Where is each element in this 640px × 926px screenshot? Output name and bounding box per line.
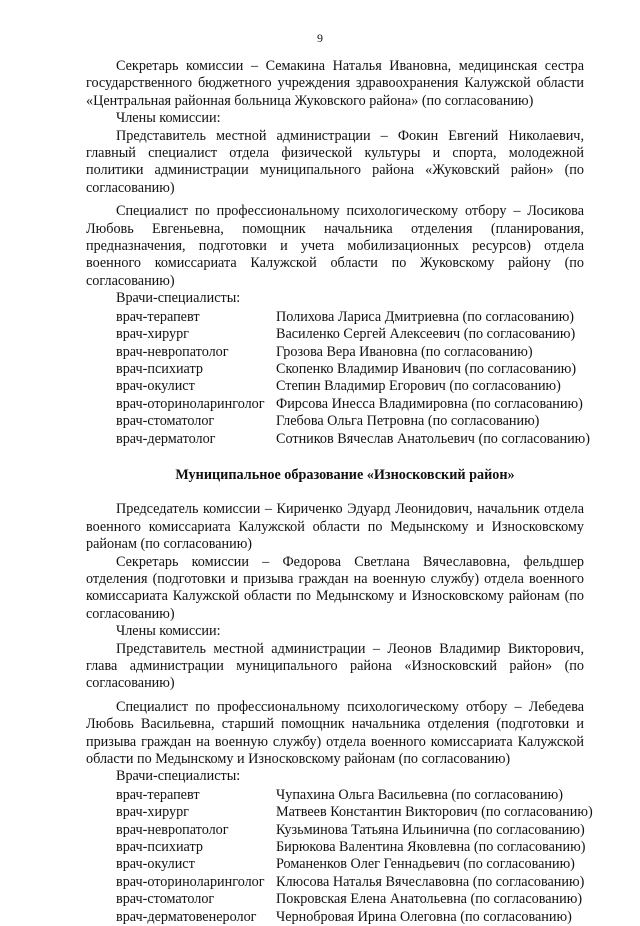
doctor-name: Фирсова Инесса Владимировна (по согласованию): [276, 395, 583, 412]
doctor-name: Кузьминова Татьяна Ильинична (по согласованию): [276, 821, 585, 838]
doctor-name: Чупахина Ольга Васильевна (по согласованию): [276, 786, 563, 803]
section2-psych-specialist: Специалист по профессиональному психологическому отбору – Лебедева Любовь Васильевна, старший помощник начальника отделения (подготовки и призыва граждан на военную службу) отдела военного комиссариата Калужской области по Медынскому и Износковскому районам (по согласованию): [86, 698, 584, 768]
doctor-role: врач-терапевт: [116, 308, 200, 325]
doctor-role: врач-стоматолог: [116, 891, 215, 908]
page-number: 9: [317, 31, 323, 45]
section2-doctors-list: [86, 786, 593, 926]
doctor-role: врач-психиатр: [116, 839, 203, 856]
section1-members-label: Члены комиссии:: [116, 110, 221, 127]
doctor-role: врач-окулист: [116, 856, 195, 873]
doctor-name: Полихова Лариса Дмитриевна (по согласованию): [276, 308, 575, 325]
doctor-role: врач-хирург: [116, 326, 189, 343]
doctor-row: [86, 430, 591, 448]
section1-doctors-list: [86, 308, 591, 448]
doctor-role: врач-невропатолог: [116, 821, 229, 838]
doctor-role: врач-окулист: [116, 378, 195, 395]
doctor-row: [86, 309, 584, 326]
doctor-role: врач-психиатр: [116, 360, 203, 377]
doctor-row: [86, 891, 584, 908]
doctor-name: Сотников Вячеслав Анатольевич (по согласованию): [276, 430, 591, 447]
document-body: [86, 58, 593, 926]
doctor-name: Скопенко Владимир Иванович (по согласованию): [276, 360, 577, 377]
doctor-role: врач-дерматовенеролог: [116, 908, 257, 925]
doctor-row: [86, 804, 593, 821]
section2-chairman: Председатель комиссии – Кириченко Эдуард Леонидович, начальник отдела военного комиссариата Калужской области по Медынскому и Износковскому районам (по согласованию): [86, 501, 584, 553]
doctor-row: [86, 839, 584, 856]
doctor-name: Чернобровая Ирина Олеговна (по согласованию): [276, 908, 572, 925]
doctor-row: [86, 378, 584, 395]
doctor-role: врач-хирург: [116, 804, 189, 821]
section1-admin-rep: Представитель местной администрации – Фокин Евгений Николаевич, главный специалист отдела физической культуры и спорта, молодежной политики администрации муниципального района «Жуковский район» (по согласованию): [86, 127, 584, 196]
section1-secretary: Секретарь комиссии – Семакина Наталья Ивановна, медицинская сестра государственного бюджетного учреждения здравоохранения Калужской области «Центральная районная больница Жуковского района» (по согласованию): [86, 58, 584, 109]
doctor-row: [86, 822, 584, 839]
section1-psych-specialist: Специалист по профессиональному психологическому отбору – Лосикова Любовь Евгеньевна, помощник начальника отделения (планирования, предназначения, подготовки и учета мобилизационных ресурсов) отдела военного комиссариата Калужской области по Жуковскому району (по согласованию): [86, 203, 584, 289]
doctor-role: врач-терапевт: [116, 786, 200, 803]
doctor-row: [86, 413, 584, 430]
doctor-role: врач-дерматолог: [116, 430, 216, 447]
section2-admin-rep: Представитель местной администрации – Леонов Владимир Викторович, глава администрации муниципального района «Износковский район» (по согласованию): [86, 640, 584, 692]
doctor-role: врач-стоматолог: [116, 413, 215, 430]
doctor-row: [86, 344, 584, 361]
doctor-name: Бирюкова Валентина Яковлевна (по согласованию): [276, 839, 586, 856]
doctor-name: Романенков Олег Геннадьевич (по согласованию): [276, 856, 575, 873]
doctor-row: [86, 874, 584, 891]
section1-doctors-label: Врачи-специалисты:: [116, 290, 241, 307]
section2-secretary: Секретарь комиссии – Федорова Светлана Вячеславовна, фельдшер отделения (подготовки и призыва граждан на военную службу) отдела военного комиссариата Калужской области по Медынскому и Износковскому районам (по согласованию): [86, 553, 584, 622]
doctor-name: Клюсова Наталья Вячеславовна (по согласованию): [276, 873, 585, 890]
doctor-row: [86, 396, 584, 413]
doctor-row: [86, 326, 584, 343]
doctor-row: [86, 856, 584, 873]
doctor-name: Степин Владимир Егорович (по согласованию): [276, 378, 561, 395]
doctor-name: Глебова Ольга Петровна (по согласованию): [276, 413, 540, 430]
doctor-row: [86, 909, 584, 926]
doctor-name: Грозова Вера Ивановна (по согласованию): [276, 343, 533, 360]
section2-doctors-label: Врачи-специалисты:: [116, 768, 241, 785]
doctor-row: [86, 787, 584, 804]
doctor-name: Василенко Сергей Алексеевич (по согласованию): [276, 326, 576, 343]
doctor-role: врач-оториноларинголог: [116, 873, 265, 890]
doctor-name: Матвеев Константин Викторович (по согласованию): [276, 804, 593, 821]
doctor-role: врач-невропатолог: [116, 343, 229, 360]
doctor-role: врач-оториноларинголог: [116, 395, 265, 412]
doctor-name: Покровская Елена Анатольевна (по согласованию): [276, 891, 583, 908]
doctor-row: [86, 361, 584, 378]
section2-heading: Муниципальное образование «Износковский район»: [175, 466, 515, 483]
section2-members-label: Члены комиссии:: [116, 623, 221, 640]
